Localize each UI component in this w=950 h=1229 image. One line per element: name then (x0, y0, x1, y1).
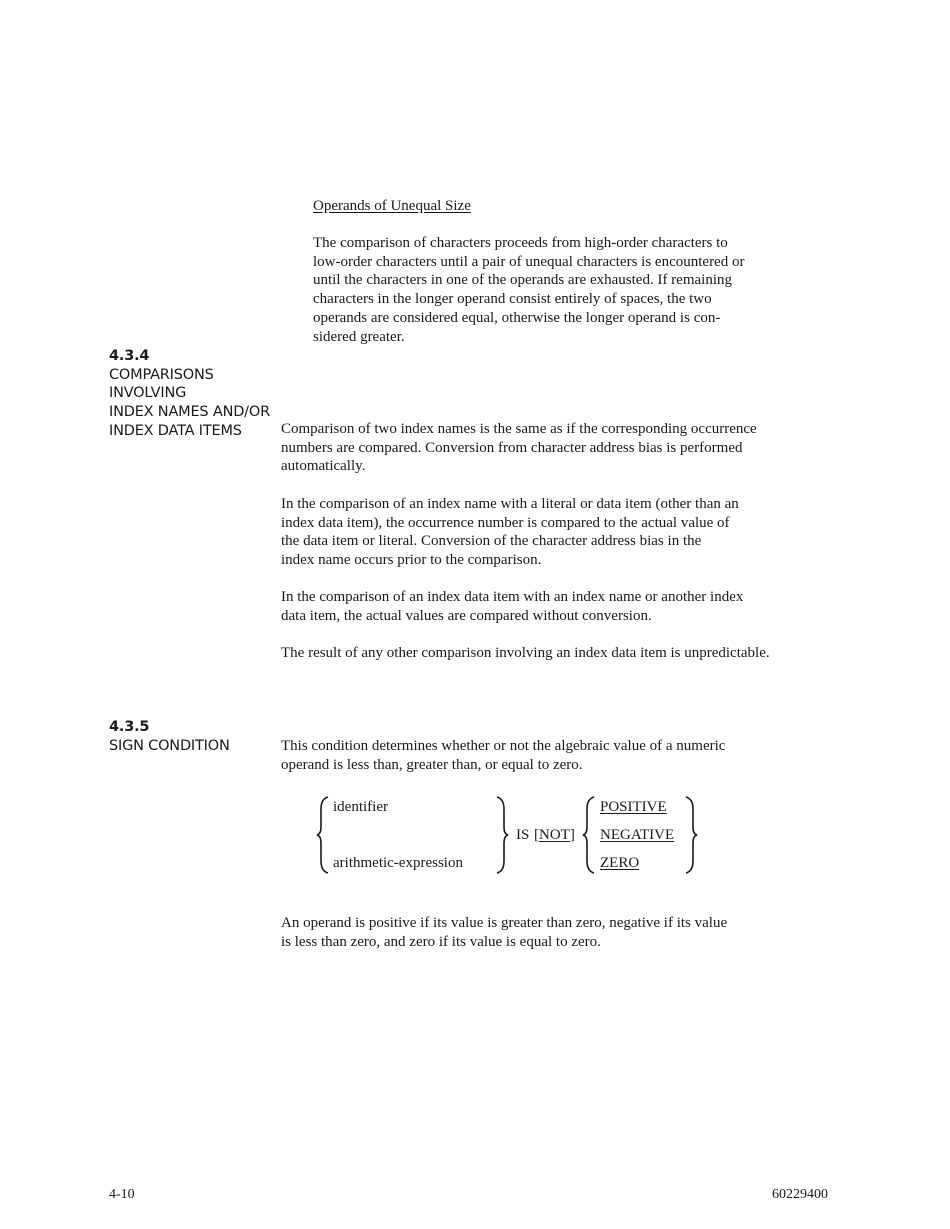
syntax-option-identifier: identifier (333, 799, 388, 815)
text-line: The comparison of characters proceeds from high-order characters to (313, 235, 728, 251)
section-title: SIGN CONDITION (109, 737, 230, 754)
text-line: Comparison of two index names is the same as if the corresponding occurrence (281, 421, 757, 437)
text-line: sidered greater. (313, 328, 405, 345)
text-line: In the comparison of an index name with a literal or data item (other than an (281, 496, 739, 512)
section-434-sidehead (109, 347, 270, 441)
section-435-closing (281, 914, 727, 951)
text-line: the data item or literal. Conversion of the character address bias in the (281, 533, 702, 550)
paragraph (281, 420, 757, 476)
section-title-line: INVOLVING (109, 385, 187, 402)
text-line: index name occurs prior to the comparison. (281, 552, 542, 569)
paragraph (281, 495, 739, 570)
document-number: 60229400 (772, 1187, 828, 1202)
text-line: An operand is positive if its value is greater than zero, negative if its value (281, 915, 728, 931)
section-435-intro (281, 737, 725, 774)
section-434-body (281, 420, 757, 476)
section-number: 4.3.5 (109, 719, 150, 735)
text-line: operands are considered equal, otherwise the longer operand is con- (313, 309, 721, 326)
text-line: characters in the longer operand consist entirely of spaces, the two (313, 291, 712, 308)
syntax-option-negative: NEGATIVE (600, 827, 675, 843)
section-435-sidehead (109, 718, 230, 755)
left-brace-icon (582, 795, 596, 875)
section-number: 4.3.4 (109, 348, 150, 364)
right-brace-icon (684, 795, 698, 875)
text-line: This condition determines whether or not the algebraic value of a numeric (281, 738, 726, 754)
text-line: index data item), the occurrence number is compared to the actual value of (281, 514, 730, 531)
section-title-line: INDEX NAMES AND/OR (109, 404, 270, 421)
syntax-is: IS (516, 827, 530, 843)
text-line: automatically. (281, 458, 366, 475)
section-title-line: INDEX DATA ITEMS (109, 422, 242, 439)
text-line: is less than zero, and zero if its value is equal to zero. (281, 933, 601, 950)
text-line: operand is less than, greater than, or equal to zero. (281, 756, 583, 773)
syntax-option-zero: ZERO (600, 855, 640, 871)
text-line: numbers are compared. Conversion from character address bias is performed (281, 439, 743, 456)
syntax-not-optional: [NOT] (534, 827, 575, 843)
text-line: data item, the actual values are compared without conversion. (281, 607, 652, 624)
text-line: until the characters in one of the operands are exhausted. If remaining (313, 272, 732, 289)
text-line: In the comparison of an index data item with an index name or another index (281, 589, 744, 605)
text-line: low-order characters until a pair of unequal characters is encountered or (313, 253, 745, 270)
syntax-option-arith: arithmetic-expression (333, 855, 463, 871)
page-number: 4-10 (109, 1187, 135, 1202)
subsection-heading: Operands of Unequal Size (313, 198, 471, 214)
syntax-not: NOT (539, 827, 570, 843)
syntax-option-positive: POSITIVE (600, 799, 667, 815)
left-brace-icon (316, 795, 330, 875)
section-title-line: COMPARISONS (109, 366, 214, 383)
right-brace-icon (495, 795, 509, 875)
operands-paragraph (313, 234, 744, 346)
text-line: The result of any other comparison involving an index data item is unpredictable. (281, 645, 770, 661)
paragraph (281, 644, 770, 663)
paragraph (281, 588, 743, 625)
